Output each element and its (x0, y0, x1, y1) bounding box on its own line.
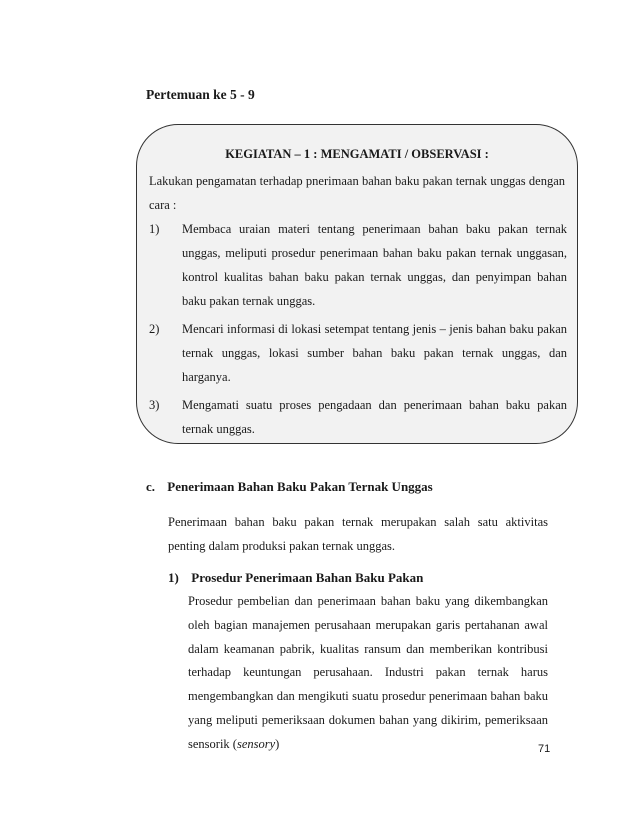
section-c-heading (146, 479, 433, 495)
activity-title: KEGIATAN – 1 : MENGAMATI / OBSERVASI : (225, 147, 489, 161)
list-item-text: Membaca uraian materi tentang penerimaan bahan baku pakan ternak unggas, meliputi prosedur penerimaan bahan baku pakan ternak unggasan, kontrol kualitas bahan baku pakan ternak unggas, dan penyimpan bahan baku pakan ternak unggas. (182, 222, 567, 308)
list-item (149, 317, 567, 389)
meeting-title: Pertemuan ke 5 - 9 (146, 87, 255, 102)
subsection-1-heading (168, 570, 423, 586)
list-item-number: 3) (149, 398, 160, 412)
list-item (149, 393, 567, 441)
activity-list (149, 217, 567, 445)
section-c-title: Penerimaan Bahan Baku Pakan Ternak Unggas (167, 479, 433, 494)
page-number: 71 (538, 743, 551, 755)
list-item-text: Mengamati suatu proses pengadaan dan penerimaan bahan baku pakan ternak unggas. (182, 398, 567, 436)
activity-intro: Lakukan pengamatan terhadap pnerimaan bahan baku pakan ternak unggas dengan cara : (149, 174, 565, 212)
subsection-1-title: Prosedur Penerimaan Bahan Baku Pakan (191, 570, 424, 585)
subsection-1-label: 1) (168, 570, 179, 585)
list-item-number: 1) (149, 222, 160, 236)
subsection-1-paragraph (188, 590, 551, 757)
activity-box (136, 124, 578, 444)
section-c-paragraph: Penerimaan bahan baku pakan ternak merupakan salah satu aktivitas penting dalam produksi pakan ternak unggas. (168, 515, 548, 553)
subsection-1-text: Prosedur pembelian dan penerimaan bahan baku yang dikembangkan oleh bagian manajemen perusahaan merupakan garis pertahanan awal dalam keamanan pabrik, kualitas ransum dan memberikan kontribusi terhadap keuntungan perusahaan. Industri pakan ternak harus mengembangkan dan mengikuti suatu prosedur penerimaan bahan baku yang meliputi pemeriksaan dokumen bahan yang dikirim, pemeriksaan sensorik ( (188, 594, 548, 751)
section-c-label: c. (146, 479, 156, 494)
list-item (149, 217, 567, 313)
subsection-1-end: ) (275, 736, 280, 751)
list-item-number: 2) (149, 322, 160, 336)
subsection-1-italic: sensory (236, 736, 276, 751)
list-item-text: Mencari informasi di lokasi setempat tentang jenis – jenis bahan baku pakan ternak unggas, lokasi sumber bahan baku pakan ternak unggas, dan harganya. (182, 322, 567, 384)
